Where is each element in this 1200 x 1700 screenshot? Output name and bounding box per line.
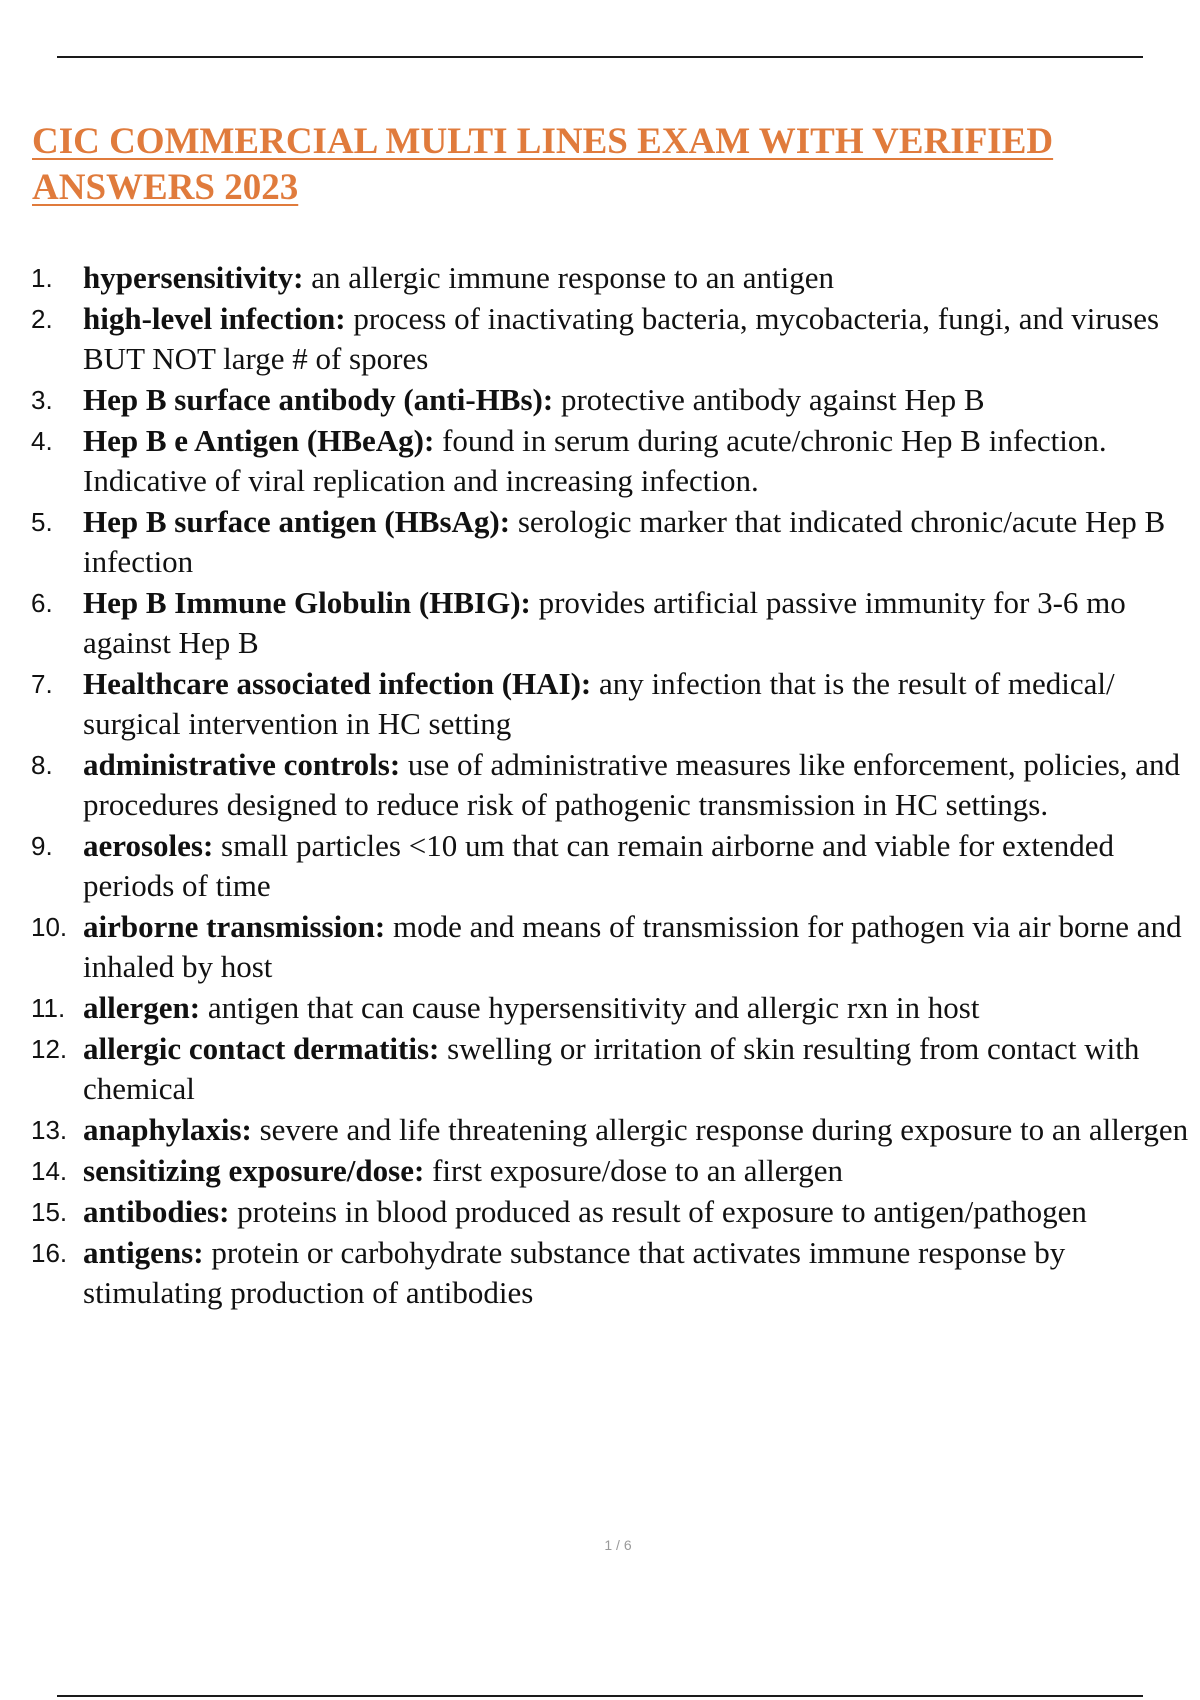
- item-term: Hep B e Antigen (HBeAg):: [83, 423, 435, 458]
- item-term: administrative controls:: [83, 747, 401, 782]
- list-item: [0, 907, 1200, 987]
- item-definition: process of inactivating bacteria, mycobacteria, fungi, and viruses BUT NOT large # of spores: [83, 301, 1160, 376]
- list-item: [0, 380, 1200, 420]
- item-number: 10.: [31, 912, 68, 942]
- item-number: 8.: [31, 750, 53, 780]
- bottom-divider: [57, 1695, 1143, 1697]
- item-number: 9.: [31, 831, 53, 861]
- item-number: 14.: [31, 1156, 68, 1186]
- item-term: Hep B surface antibody (anti-HBs):: [83, 382, 554, 417]
- item-number: 13.: [31, 1115, 68, 1145]
- item-number: 3.: [31, 385, 53, 415]
- qa-list: [0, 258, 1200, 1314]
- page-indicator: 1 / 6: [604, 1537, 632, 1553]
- item-number: 16.: [31, 1238, 68, 1268]
- item-term: airborne transmission:: [83, 909, 386, 944]
- item-number: 5.: [31, 507, 53, 537]
- item-term: allergen:: [83, 990, 201, 1025]
- list-item: [0, 664, 1200, 744]
- list-item: [0, 745, 1200, 825]
- item-term: high-level infection:: [83, 301, 346, 336]
- item-definition: an allergic immune response to an antigen: [311, 260, 835, 295]
- top-divider: [57, 56, 1143, 58]
- item-number: 4.: [31, 426, 53, 456]
- list-item: [0, 583, 1200, 663]
- item-number: 15.: [31, 1197, 68, 1227]
- item-term: Healthcare associated infection (HAI):: [83, 666, 592, 701]
- item-number: 7.: [31, 669, 53, 699]
- item-definition: serologic marker that indicated chronic/acute Hep B infection: [83, 504, 1166, 579]
- item-definition: protective antibody against Hep B: [560, 382, 985, 417]
- item-definition: swelling or irritation of skin resulting from contact with chemical: [83, 1031, 1140, 1106]
- list-item: [0, 1233, 1200, 1313]
- list-item: [0, 421, 1200, 501]
- list-item: [0, 1110, 1200, 1150]
- list-item: [0, 1192, 1200, 1232]
- item-number: 2.: [31, 304, 53, 334]
- list-item: [0, 826, 1200, 906]
- list-item: [0, 1029, 1200, 1109]
- list-item: [0, 258, 1200, 298]
- item-term: anaphylaxis:: [83, 1112, 252, 1147]
- item-definition: proteins in blood produced as result of exposure to antigen/pathogen: [237, 1194, 1087, 1229]
- item-number: 12.: [31, 1034, 68, 1064]
- item-term: sensitizing exposure/dose:: [83, 1153, 425, 1188]
- item-definition: first exposure/dose to an allergen: [432, 1153, 843, 1188]
- list-item: [0, 988, 1200, 1028]
- item-term: Hep B surface antigen (HBsAg):: [83, 504, 511, 539]
- item-definition: small particles <10 um that can remain airborne and viable for extended periods of time: [83, 828, 1114, 903]
- item-definition: found in serum during acute/chronic Hep B infection. Indicative of viral replication and increasing infection.: [83, 423, 1107, 498]
- list-item: [0, 1151, 1200, 1191]
- item-definition: any infection that is the result of medical/ surgical intervention in HC setting: [83, 666, 1115, 741]
- item-definition: use of administrative measures like enforcement, policies, and procedures designed to reduce risk of pathogenic transmission in HC settings.: [83, 747, 1181, 822]
- list-item: [0, 299, 1200, 379]
- item-term: aerosoles:: [83, 828, 214, 863]
- item-number: 11.: [31, 993, 66, 1023]
- item-term: allergic contact dermatitis:: [83, 1031, 440, 1066]
- item-number: 6.: [31, 588, 53, 618]
- item-number: 1.: [31, 263, 53, 293]
- item-definition: mode and means of transmission for pathogen via air borne and inhaled by host: [83, 909, 1182, 984]
- item-definition: antigen that can cause hypersensitivity and allergic rxn in host: [207, 990, 980, 1025]
- item-definition: protein or carbohydrate substance that activates immune response by stimulating production of antibodies: [83, 1235, 1066, 1310]
- item-definition: provides artificial passive immunity for 3-6 mo against Hep B: [83, 585, 1126, 660]
- item-term: hypersensitivity:: [83, 260, 304, 295]
- document-title: CIC COMMERCIAL MULTI LINES EXAM WITH VERIFIED ANSWERS 2023: [32, 121, 1054, 208]
- list-item: [0, 502, 1200, 582]
- item-term: Hep B Immune Globulin (HBIG):: [83, 585, 531, 620]
- item-term: antibodies:: [83, 1194, 230, 1229]
- item-definition: severe and life threatening allergic response during exposure to an allergen: [259, 1112, 1189, 1147]
- item-term: antigens:: [83, 1235, 204, 1270]
